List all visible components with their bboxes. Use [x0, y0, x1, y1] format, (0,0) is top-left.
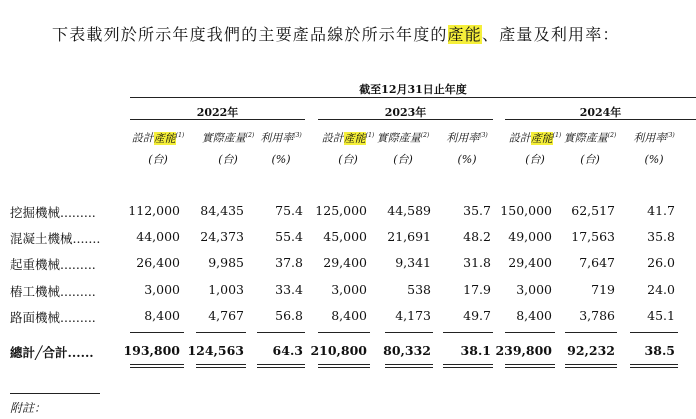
cell: 150,000: [500, 203, 552, 218]
total-rule-bottom: [630, 364, 678, 365]
year-2022-header: 2022年: [196, 106, 239, 119]
cell: 3,000: [144, 282, 180, 297]
col-design-capacity-2023: 設計產能$^{(1)}$ (台): [321, 131, 375, 166]
total-rule-bottom: [318, 364, 370, 365]
col-utilization-2024: 利用率$^{(3)}$ (%): [633, 131, 675, 166]
cell: 3,786: [579, 308, 615, 323]
cell: 26.0: [647, 255, 675, 270]
cell: 56.8: [275, 308, 303, 323]
cell: 29,400: [508, 255, 552, 270]
table-row: [0, 282, 696, 300]
cell: 31.8: [463, 255, 491, 270]
cell: 44,000: [136, 229, 180, 244]
total-rule-bottom: [385, 367, 433, 368]
cell: 7,647: [579, 255, 615, 270]
row-label: 起重機械.........: [10, 257, 96, 272]
cell: 9,985: [208, 255, 244, 270]
cell: 8,400: [331, 308, 367, 323]
total-rule-bottom: [443, 364, 493, 365]
row-label: 混凝土機械.......: [10, 231, 101, 246]
cell: 75.4: [275, 203, 303, 218]
total-rule-top: [630, 332, 678, 333]
total-cell: 64.3: [272, 343, 303, 358]
total-rule-bottom: [130, 367, 184, 368]
total-rule-bottom: [257, 364, 305, 365]
col-actual-output-2024: 實際產量$^{(2)}$ (台): [563, 131, 617, 166]
cell: 125,000: [315, 203, 367, 218]
cell: 9,341: [395, 255, 431, 270]
cell: 49.7: [463, 308, 491, 323]
total-rule-bottom: [565, 364, 617, 365]
cell: 84,435: [200, 203, 244, 218]
cell: 48.2: [463, 229, 491, 244]
total-cell: 38.1: [460, 343, 491, 358]
year-2023-rule: [318, 119, 493, 120]
col-actual-output-2022: 實際產量$^{(2)}$ (台): [201, 131, 255, 166]
cell: 37.8: [275, 255, 303, 270]
total-cell: 124,563: [187, 343, 244, 358]
total-rule-bottom: [630, 367, 678, 368]
total-cell: 92,232: [567, 343, 615, 358]
cell: 33.4: [275, 282, 303, 297]
cell: 719: [591, 282, 615, 297]
total-rule-bottom: [196, 367, 246, 368]
table-row: [0, 203, 696, 221]
total-label: 總計╱合計......: [10, 345, 94, 360]
year-2024-header: 2024年: [579, 106, 622, 119]
cell: 8,400: [144, 308, 180, 323]
col-utilization-2023: 利用率$^{(3)}$ (%): [446, 131, 488, 166]
total-rule-bottom: [505, 364, 555, 365]
cell: 24,373: [200, 229, 244, 244]
intro-text-end: 、產量及利用率：: [482, 25, 620, 44]
total-rule-bottom: [257, 367, 305, 368]
cell: 8,400: [516, 308, 552, 323]
total-cell: 38.5: [644, 343, 675, 358]
cell: 4,173: [395, 308, 431, 323]
table-row: [0, 308, 696, 326]
cell: 62,517: [571, 203, 615, 218]
total-cell: 239,800: [495, 343, 552, 358]
cell: 29,400: [323, 255, 367, 270]
total-rule-top: [130, 332, 184, 333]
total-cell: 210,800: [310, 343, 367, 358]
cell: 112,000: [128, 203, 180, 218]
total-rule-bottom: [505, 367, 555, 368]
total-rule-top: [565, 332, 617, 333]
row-label: 挖掘機械.........: [10, 205, 96, 220]
cell: 538: [407, 282, 431, 297]
total-row: [0, 343, 696, 361]
cell: 17.9: [463, 282, 491, 297]
period-rule: [130, 97, 696, 98]
cell: 21,691: [387, 229, 431, 244]
cell: 35.7: [463, 203, 491, 218]
cell: 3,000: [516, 282, 552, 297]
col-actual-output-2023: 實際產量$^{(2)}$ (台): [376, 131, 430, 166]
total-rule-bottom: [196, 364, 246, 365]
total-rule-top: [196, 332, 246, 333]
total-rule-bottom: [565, 367, 617, 368]
total-rule-top: [443, 332, 493, 333]
row-label: 樁工機械.........: [10, 284, 96, 299]
cell: 45,000: [323, 229, 367, 244]
cell: 17,563: [571, 229, 615, 244]
total-rule-bottom: [443, 367, 493, 368]
cell: 4,767: [208, 308, 244, 323]
cell: 1,003: [208, 282, 244, 297]
intro-text: 下表載列於所示年度我們的主要產品線於所示年度的: [52, 25, 448, 44]
table-row: [0, 229, 696, 247]
col-utilization-2022: 利用率$^{(3)}$ (%): [260, 131, 302, 166]
year-2022-rule: [130, 119, 305, 120]
cell: 24.0: [647, 282, 675, 297]
total-rule-top: [257, 332, 305, 333]
intro-highlight: 產能: [447, 25, 483, 44]
cell: 41.7: [647, 203, 675, 218]
cell: 3,000: [331, 282, 367, 297]
col-design-capacity-2024: 設計產能$^{(1)}$ (台): [508, 131, 562, 166]
footnote-divider: [10, 393, 100, 394]
cell: 44,589: [387, 203, 431, 218]
intro-sentence: [52, 22, 620, 45]
total-rule-top: [505, 332, 555, 333]
cell: 49,000: [508, 229, 552, 244]
total-cell: 193,800: [123, 343, 180, 358]
footnote-label: 附註：: [10, 401, 47, 415]
cell: 26,400: [136, 255, 180, 270]
total-rule-bottom: [318, 367, 370, 368]
total-rule-top: [385, 332, 433, 333]
total-rule-bottom: [130, 364, 184, 365]
row-label: 路面機械.........: [10, 310, 96, 325]
period-header: 截至12月31日止年度: [359, 83, 467, 96]
total-rule-top: [318, 332, 370, 333]
cell: 45.1: [647, 308, 675, 323]
year-2023-header: 2023年: [384, 106, 427, 119]
table-row: [0, 255, 696, 273]
total-rule-bottom: [385, 364, 433, 365]
cell: 35.8: [647, 229, 675, 244]
year-2024-rule: [505, 119, 696, 120]
col-design-capacity-2022: 設計產能$^{(1)}$ (台): [131, 131, 185, 166]
total-cell: 80,332: [383, 343, 431, 358]
cell: 55.4: [275, 229, 303, 244]
